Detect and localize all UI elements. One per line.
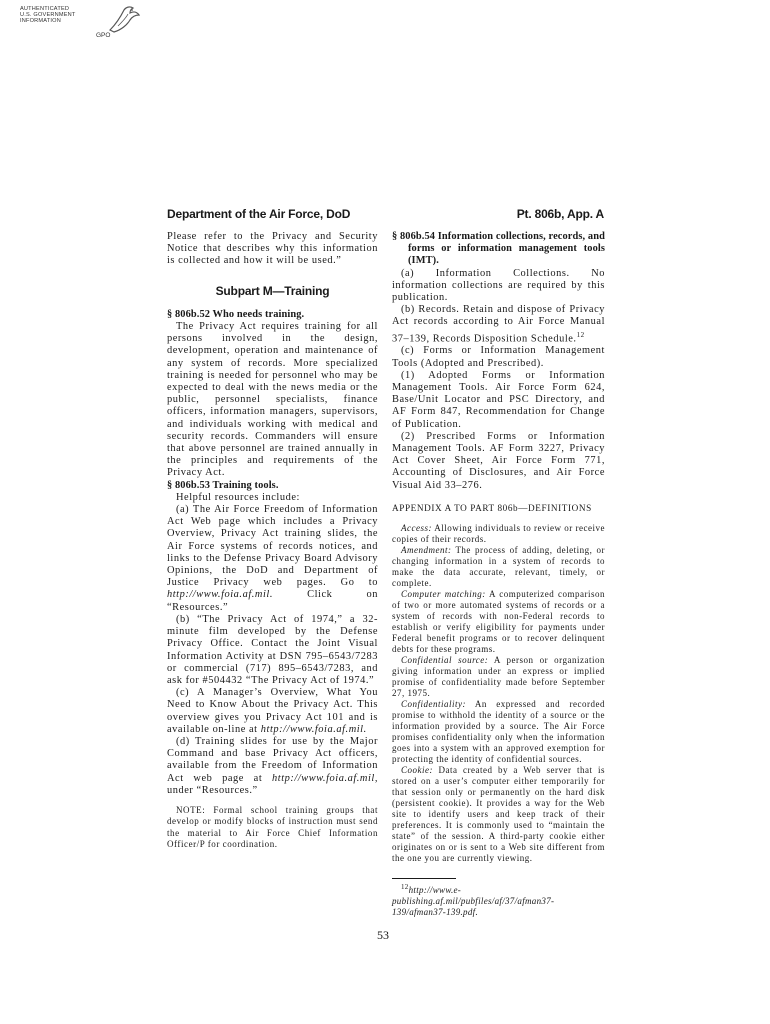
section-806b54-item-b: (b) Records. Retain and dispose of Privacy Act records according to Air Force Manual 37–139, Records Disposition Schedule.$^{12}$ (392, 304, 605, 345)
seal-text: AUTHENTICATED U.S. GOVERNMENT INFORMATION (20, 6, 76, 25)
footnote-ref: 12 (576, 330, 585, 339)
section-806b54-item-c1: (1) Adopted Forms or Information Management Tools. Air Force Form 624, Base/Unit Locator and PSC Directory, and AF Form 847, Recommendation for Change of Publication. (392, 369, 605, 430)
subpart-title: Subpart M—Training (215, 283, 330, 298)
gpo-authentication-seal (20, 6, 145, 44)
eagle-logo-icon (106, 6, 142, 36)
appendix-title: APPENDIX A TO PART 806b—DEFINITIONS (392, 502, 592, 513)
definition-item: Cookie: Data created by a Web server that is stored on a user’s computer either temporarily for that session only or permanently on the hard disk (persistent cookie). It provides a way for the Web site to identify users and keep track of their preferences. It is commonly used to “maintain the state” of the session. A third-party cookie either originates on or is sent to a Web site different from the one you are currently viewing. (392, 764, 605, 863)
section-heading-806b54: § 806b.54 Information collections, records, and forms or information management tools (IMT). (392, 231, 605, 267)
foia-link[interactable]: http://www.foia.af.mil. (260, 723, 367, 735)
training-note: NOTE: Formal school training groups that develop or modify blocks of instruction must send the material to Air Force Chief Information Officer/P for coordination. (167, 804, 378, 850)
section-806b54-item-c2: (2) Prescribed Forms or Information Management Tools. AF Form 3227, Privacy Act Cover Sheet, Air Force Form 771, Accounting of Disclosures, and Air Force Visual Aid 33–276. (392, 430, 605, 491)
right-column (392, 231, 605, 918)
page-number: 53 (377, 928, 389, 942)
definition-item: Confidential source: A person or organization giving information under an express or implied promise of confidentiality made before September 27, 1975. (392, 654, 605, 698)
running-header-right: Pt. 806b, App. A (516, 207, 604, 221)
left-column (167, 231, 378, 851)
definition-item: Confidentiality: An expressed and recorded promise to withhold the identity of a source or the information provided by a source. The Air Force promises confidentiality only when the information goes into a system with an approved exemption for protecting the identity of confidential sources. (392, 698, 605, 764)
section-806b53-item-c: (c) A Manager’s Overview, What You Need to Know About the Privacy Act. This overview gives you Privacy Act 101 and is available on-line at http://www.foia.af.mil. (167, 687, 378, 735)
definition-item: Access: Allowing individuals to review or receive copies of their records. (392, 522, 605, 544)
definition-item: Computer matching: A computerized comparison of two or more automated systems of records or a system of records with non-Federal records to establish or verify eligibility for payments under Federal benefit programs or to recover delinquent debts for these programs. (392, 588, 605, 654)
foia-link[interactable]: http://www.foia.af.mil, (272, 772, 378, 784)
footnote-divider (392, 878, 456, 879)
intro-paragraph: Please refer to the Privacy and Security Notice that describes why this information is collected and how it will be used.” (167, 231, 378, 267)
section-806b53-item-b: (b) “The Privacy Act of 1974,” a 32-minute film developed by the Defense Privacy Office. Contact the Joint Visual Information Activity at DSN 795–6543/7283 or commercial (717) 895–6543/7283, and ask for #504432 “The Privacy Act of 1974.” (167, 613, 378, 686)
running-header-left: Department of the Air Force, DoD (167, 207, 351, 221)
section-806b53-item-a: (a) The Air Force Freedom of Information Act Web page which includes a Privacy Overview, Privacy Act training slides, the Air Force systems of records notices, and links to the Defense Privacy Board Advisory Opinions, the DoD and Department of Justice Privacy web pages. Go to http://www.foia.af.mil. Click on “Resources.” (167, 504, 378, 613)
footnote: $^{12}$http://www.e-publishing.af.mil/pubfiles/af/37/afman37-139/afman37-139.pdf. (392, 882, 555, 917)
section-806b53-item-d: (d) Training slides for use by the Major Command and base Privacy Act officers, available from the Freedom of Information Act web page at http://www.foia.af.mil, under “Resources.” (167, 735, 378, 796)
section-heading-806b52: § 806b.52 Who needs training. (167, 308, 305, 320)
section-806b54-item-a: (a) Information Collections. No information collections are required by this publication. (392, 267, 605, 304)
seal-gpo-label: GPO (96, 32, 111, 39)
definition-item: Amendment: The process of adding, deleting, or changing information in a system of records to make the data accurate, relevant, timely, or complete. (392, 544, 605, 588)
section-806b54-item-c: (c) Forms or Information Management Tools (Adopted and Prescribed). (392, 345, 605, 369)
foia-link[interactable]: http://www.foia.af.mil. (167, 589, 273, 601)
section-806b52-body: The Privacy Act requires training for all persons involved in the design, development, operation and maintenance of any system of records. More specialized training is needed for personnel who may be expected to deal with the news media or the public, personnel specialists, finance officers, information managers, supervisors, and individuals working with medical and security records. Commanders will ensure that above personnel are trained annually in the principles and requirements of the Privacy Act. (167, 321, 378, 479)
definitions-list (392, 523, 605, 864)
section-806b53-intro: Helpful resources include: (176, 491, 300, 503)
section-heading-806b53: § 806b.53 Training tools. (167, 479, 279, 491)
footnote-link[interactable]: http://www.e-publishing.af.mil/pubfiles/af/37/afman37-139/afman37-139.pdf. (392, 884, 555, 917)
